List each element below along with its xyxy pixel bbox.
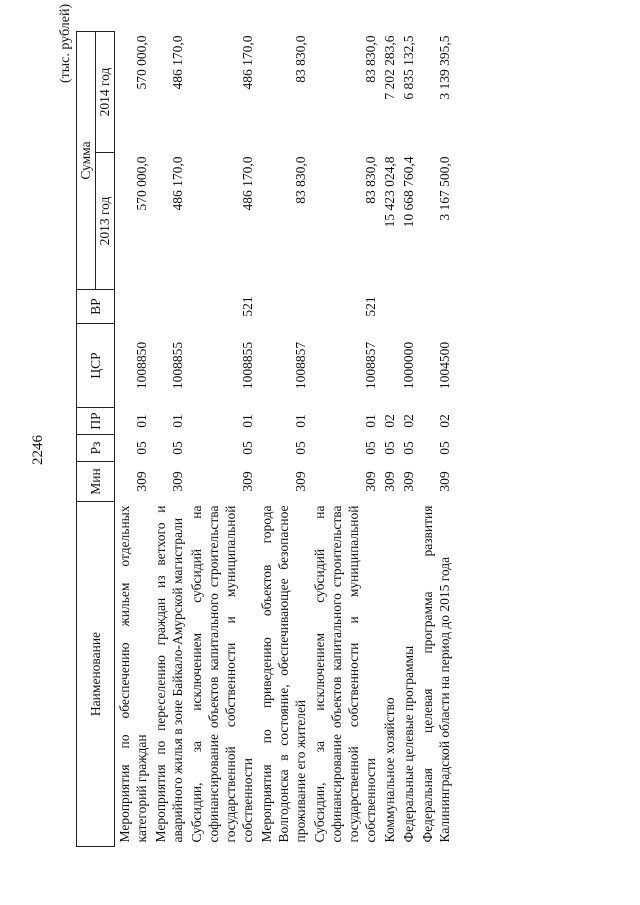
row-2013: 486 170,0 (170, 156, 185, 211)
row-vr (115, 290, 152, 324)
row-csr: 1000000 (401, 341, 416, 390)
row-vr (257, 290, 310, 324)
header-vr: ВР (77, 290, 115, 324)
budget-table (76, 31, 454, 847)
header-min: Мин (77, 462, 115, 502)
row-name: Мероприятия по приведению объектов города Волгодонска в состояние, обеспечивающее безопасное проживание его жителей (259, 505, 308, 843)
header-name: Наименование (77, 502, 115, 847)
row-min: 309 (437, 471, 452, 492)
header-2014: 2014 год (96, 31, 115, 152)
header-2013: 2013 год (96, 153, 115, 290)
row-min: 309 (401, 471, 416, 492)
row-min: 309 (293, 471, 308, 492)
row-pr: 01 (134, 414, 149, 428)
row-min: 309 (382, 471, 397, 492)
row-vr (151, 290, 187, 324)
row-pr: 01 (293, 414, 308, 428)
row-csr: 1008855 (240, 341, 255, 390)
row-rz: 05 (437, 441, 452, 455)
row-rz: 05 (363, 441, 378, 455)
row-2014: 6 835 132,5 (401, 35, 416, 100)
row-vr: 521 (240, 296, 255, 317)
row-csr: 1008850 (134, 341, 149, 390)
row-name: Федеральная целевая программа развития Калининградской области на период до 2015 года (420, 505, 452, 843)
row-2013: 15 423 024,8 (382, 156, 397, 228)
row-csr: 1008857 (293, 341, 308, 390)
header-csr: ЦСР (77, 324, 115, 408)
header-rz: Рз (77, 435, 115, 462)
row-name: Коммунальное хозяйство (382, 697, 397, 843)
row-pr: 02 (437, 414, 452, 428)
row-2013: 570 000,0 (134, 156, 149, 211)
row-2014: 570 000,0 (134, 35, 149, 90)
row-vr (380, 290, 399, 324)
row-min: 309 (170, 471, 185, 492)
row-vr (418, 290, 454, 324)
header-sum: Сумма (77, 31, 96, 289)
row-pr: 01 (363, 414, 378, 428)
row-name: Мероприятия по обеспечению жильем отдельных категорий граждан (117, 505, 149, 843)
row-2014: 7 202 283,6 (382, 35, 397, 100)
row-pr: 02 (401, 414, 416, 428)
row-rz: 05 (134, 441, 149, 455)
row-2013: 83 830,0 (363, 156, 378, 204)
row-2014: 83 830,0 (293, 35, 308, 83)
row-pr: 01 (170, 414, 185, 428)
row-2013: 486 170,0 (240, 156, 255, 211)
row-pr: 02 (382, 414, 397, 428)
table-row (310, 31, 380, 846)
row-csr: 1008855 (170, 341, 185, 390)
table-row (380, 31, 399, 846)
row-csr: 1004500 (437, 341, 452, 390)
row-2014: 486 170,0 (240, 35, 255, 90)
table-row (257, 31, 310, 846)
table-row (399, 31, 418, 846)
row-rz: 05 (293, 441, 308, 455)
row-2013: 83 830,0 (293, 156, 308, 204)
table-row (151, 31, 187, 846)
row-vr: 521 (363, 296, 378, 317)
row-csr (380, 324, 399, 408)
row-rz: 05 (401, 441, 416, 455)
row-2014: 3 139 395,5 (437, 35, 452, 100)
table-header (77, 31, 115, 846)
row-min: 309 (240, 471, 255, 492)
header-pr: ПР (77, 408, 115, 435)
row-2014: 83 830,0 (363, 35, 378, 83)
row-rz: 05 (170, 441, 185, 455)
table-row (418, 31, 454, 846)
row-name: Субсидии, за исключением субсидий на софинансирование объектов капитального строительства государственной собственности и муниципальной собственности (189, 505, 255, 843)
row-pr: 01 (240, 414, 255, 428)
row-rz: 05 (382, 441, 397, 455)
page-number: 2246 (30, 435, 46, 465)
row-min: 309 (134, 471, 149, 492)
table-row (115, 31, 152, 846)
row-name: Субсидии, за исключением субсидий на софинансирование объектов капитального строительства государственной собственности и муниципальной собственности (312, 505, 378, 843)
row-rz: 05 (240, 441, 255, 455)
row-vr (399, 290, 418, 324)
row-min: 309 (363, 471, 378, 492)
table-row (187, 31, 257, 846)
row-2013: 3 167 500,0 (437, 156, 452, 221)
units-label: (тыс. рублей) (58, 3, 73, 83)
row-csr: 1008857 (363, 341, 378, 390)
row-2014: 486 170,0 (170, 35, 185, 90)
row-name: Федеральные целевые программы (401, 645, 416, 843)
table-body (115, 31, 455, 846)
row-name: Мероприятия по переселению граждан из ветхого и аварийного жилья в зоне Байкало-Амурской магистрали (153, 505, 185, 843)
row-2013: 10 668 760,4 (401, 156, 416, 228)
